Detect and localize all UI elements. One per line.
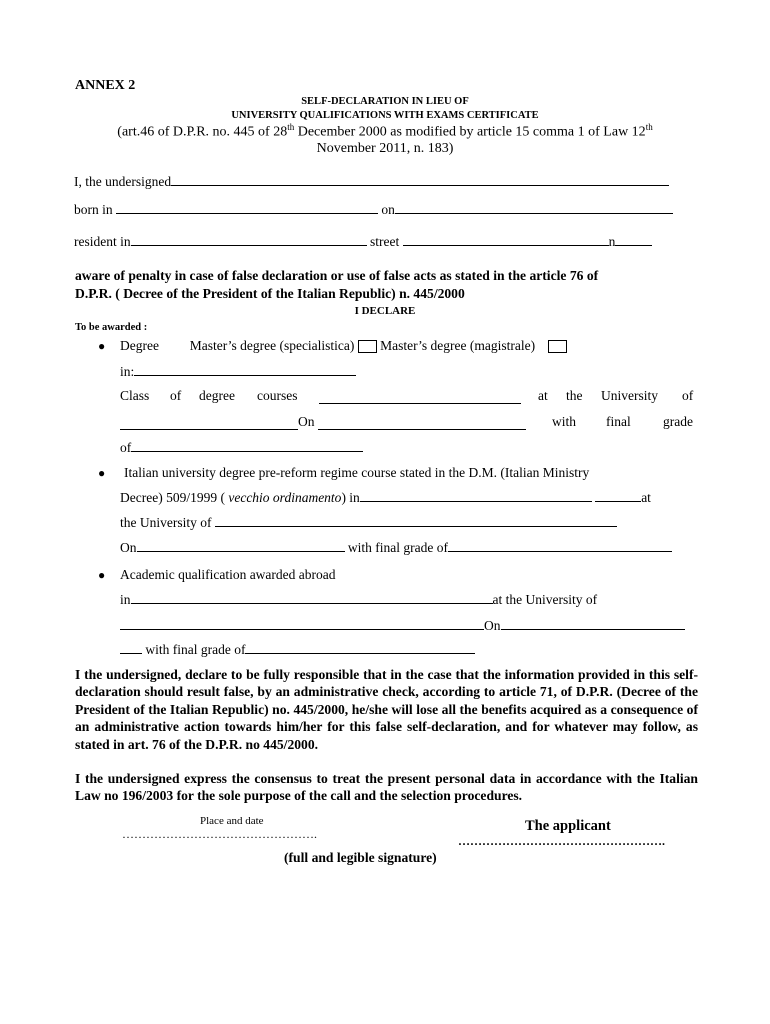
resident-in-field[interactable] <box>131 244 367 246</box>
option3-grade-row: with final grade of <box>120 642 475 658</box>
option3-grade-field[interactable] <box>245 652 475 654</box>
street-field[interactable] <box>403 244 609 246</box>
applicant-dots[interactable]: ……………………………………………. <box>458 834 665 848</box>
to-be-awarded: To be awarded : <box>75 322 148 333</box>
option2-decree-row: Decree) 509/1999 ( vecchio ordinamento) in at <box>120 490 651 505</box>
option1-university-field[interactable] <box>120 428 298 430</box>
option2-univ-row: the University of <box>120 515 617 531</box>
bullet-1: ● <box>98 339 106 353</box>
heading-reference: (art.46 of D.P.R. no. 445 of 28th December 2000 as modified by article 15 comma 1 of Law 12th <box>117 122 653 140</box>
option2-line1: Italian university degree pre-reform regime course stated in the D.M. (Italian Ministry <box>124 465 590 480</box>
option2-university-field[interactable] <box>215 525 617 527</box>
option2-on-field[interactable] <box>137 550 345 552</box>
responsibility-paragraph: I the undersigned, declare to be fully responsible that in the case that the information provided in this self- declaration should result false, by an administrative check, according to article 71, of D.P.R. (Decree of the President of the Italian Republic) no. 445/2000, he/she will lose all the benefits acquired as a consequence of an administrative action towards him/her for this false self-declaration, and for whatever may follow, as stated in art. 76 of the D.P.R. no 445/2000. <box>75 667 698 752</box>
magistrale-checkbox[interactable] <box>548 340 567 353</box>
option3-in-row: in at the University of <box>120 592 598 607</box>
option1-grade-row: of <box>120 440 363 456</box>
place-date-label: Place and date <box>200 815 264 827</box>
option1-in-row: in: <box>120 364 356 380</box>
heading-line2: UNIVERSITY QUALIFICATIONS WITH EXAMS CERTIFICATE <box>231 110 539 121</box>
option3-grade-prefix-field[interactable] <box>120 652 142 654</box>
heading-reference-cont: November 2011, n. 183) <box>316 141 454 156</box>
option1-grade-field[interactable] <box>131 450 363 452</box>
specialistica-checkbox[interactable] <box>358 340 377 353</box>
option2-in-extra-field[interactable] <box>595 500 641 502</box>
born-in-field[interactable] <box>116 212 378 214</box>
resident-row: resident in street n <box>74 234 652 250</box>
option1-on-field[interactable] <box>318 428 526 430</box>
applicant-label: The applicant <box>525 818 611 834</box>
street-number-field[interactable] <box>615 244 652 246</box>
option1-class-field[interactable] <box>319 402 521 404</box>
option3-on-row: On <box>120 618 685 634</box>
option2-on-row: On with final grade of <box>120 540 672 556</box>
declare-title: I DECLARE <box>354 305 416 317</box>
born-on-field[interactable] <box>395 212 673 214</box>
bullet-2: ● <box>98 466 106 480</box>
born-row: born in on <box>74 202 673 218</box>
aware-line2: D.P.R. ( Decree of the President of the Italian Republic) n. 445/2000 <box>75 286 465 301</box>
signature-caption: (full and legible signature) <box>284 850 437 865</box>
option2-in-field[interactable] <box>360 500 592 502</box>
bullet-3: ● <box>98 568 106 582</box>
undersigned-field[interactable] <box>171 184 669 186</box>
consensus-paragraph: I the undersigned express the consensus to treat the present personal data in accordance with the Italian Law no 196/2003 for the sole purpose of the call and the selection procedures. <box>75 771 698 804</box>
option1-degree-row: Degree Master’s degree (specialistica) Master’s degree (magistrale) <box>120 338 567 354</box>
option3-in-field[interactable] <box>131 602 493 604</box>
option3-university-field[interactable] <box>120 628 484 630</box>
aware-line1: aware of penalty in case of false declaration or use of false acts as stated in the article 76 of <box>75 268 599 283</box>
option2-grade-field[interactable] <box>448 550 672 552</box>
heading-line1: SELF-DECLARATION IN LIEU OF <box>301 96 469 107</box>
option3-line1: Academic qualification awarded abroad <box>120 567 336 582</box>
undersigned-row: I, the undersigned <box>74 174 669 190</box>
place-date-dots[interactable]: …………………………………………. <box>122 827 317 841</box>
annex-label: ANNEX 2 <box>75 78 136 93</box>
option1-in-field[interactable] <box>134 374 356 376</box>
option3-on-field[interactable] <box>501 628 685 630</box>
